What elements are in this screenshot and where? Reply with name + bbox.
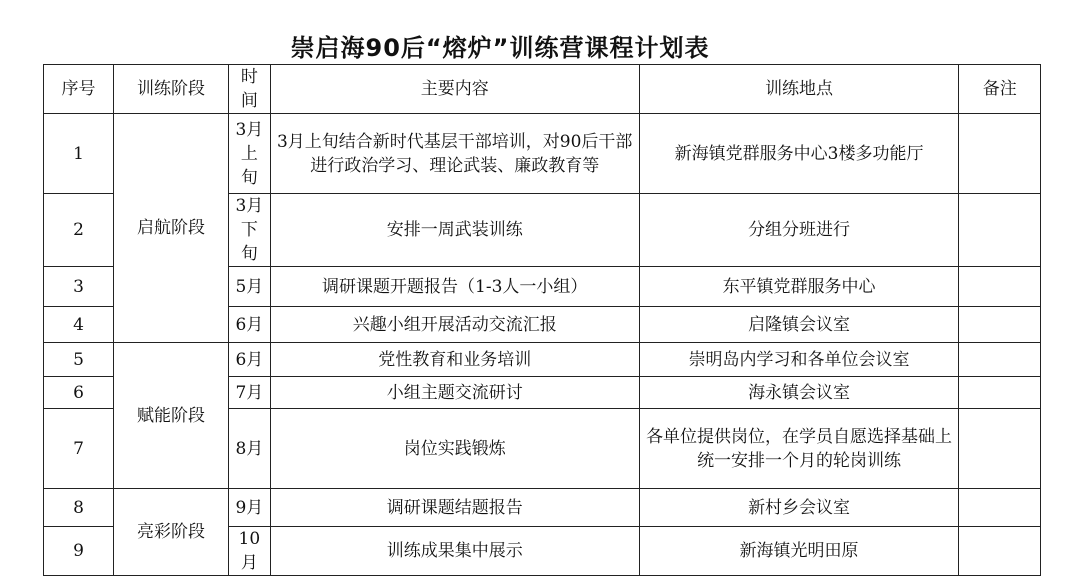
row-no: 3 bbox=[44, 267, 114, 307]
row-time: 6月 bbox=[228, 343, 270, 377]
row-place: 分组分班进行 bbox=[639, 194, 959, 267]
header-stage: 训练阶段 bbox=[114, 65, 229, 114]
row-content: 党性教育和业务培训 bbox=[270, 343, 639, 377]
header-place: 训练地点 bbox=[639, 65, 959, 114]
row-no: 9 bbox=[44, 527, 114, 576]
row-place: 海永镇会议室 bbox=[639, 377, 959, 409]
header-time: 时间 bbox=[228, 65, 270, 114]
row-note bbox=[959, 114, 1041, 194]
header-row bbox=[44, 65, 1041, 114]
row-no: 8 bbox=[44, 489, 114, 527]
row-place: 启隆镇会议室 bbox=[639, 307, 959, 343]
row-content: 3月上旬结合新时代基层干部培训，对90后干部进行政治学习、理论武装、廉政教育等 bbox=[270, 114, 639, 194]
row-note bbox=[959, 489, 1041, 527]
row-content: 小组主题交流研讨 bbox=[270, 377, 639, 409]
row-place: 各单位提供岗位，在学员自愿选择基础上统一安排一个月的轮岗训练 bbox=[639, 409, 959, 489]
row-content: 岗位实践锻炼 bbox=[270, 409, 639, 489]
row-place: 崇明岛内学习和各单位会议室 bbox=[639, 343, 959, 377]
row-no: 6 bbox=[44, 377, 114, 409]
row-time: 10月 bbox=[228, 527, 270, 576]
page-title: 崇启海90后“熔炉”训练营课程计划表 bbox=[290, 34, 710, 62]
row-time: 5月 bbox=[228, 267, 270, 307]
stage-cell: 赋能阶段 bbox=[114, 343, 229, 489]
row-no: 7 bbox=[44, 409, 114, 489]
stage-cell: 亮彩阶段 bbox=[114, 489, 229, 576]
row-note bbox=[959, 343, 1041, 377]
row-time: 6月 bbox=[228, 307, 270, 343]
row-place: 东平镇党群服务中心 bbox=[639, 267, 959, 307]
header-content: 主要内容 bbox=[270, 65, 639, 114]
row-note bbox=[959, 377, 1041, 409]
table-row bbox=[44, 343, 1041, 377]
row-place: 新海镇党群服务中心3楼多功能厅 bbox=[639, 114, 959, 194]
row-note bbox=[959, 307, 1041, 343]
header-note: 备注 bbox=[959, 65, 1041, 114]
stage-cell: 启航阶段 bbox=[114, 114, 229, 343]
header-no: 序号 bbox=[44, 65, 114, 114]
row-time: 3月下旬 bbox=[228, 194, 270, 267]
row-content: 兴趣小组开展活动交流汇报 bbox=[270, 307, 639, 343]
row-time: 3月上旬 bbox=[228, 114, 270, 194]
row-content: 训练成果集中展示 bbox=[270, 527, 639, 576]
row-content: 调研课题开题报告（1-3人一小组） bbox=[270, 267, 639, 307]
row-place: 新海镇光明田原 bbox=[639, 527, 959, 576]
row-time: 8月 bbox=[228, 409, 270, 489]
row-place: 新村乡会议室 bbox=[639, 489, 959, 527]
row-no: 2 bbox=[44, 194, 114, 267]
course-plan-table bbox=[43, 64, 1041, 576]
table-row bbox=[44, 114, 1041, 194]
row-note bbox=[959, 409, 1041, 489]
row-content: 调研课题结题报告 bbox=[270, 489, 639, 527]
row-time: 7月 bbox=[228, 377, 270, 409]
row-no: 1 bbox=[44, 114, 114, 194]
row-no: 4 bbox=[44, 307, 114, 343]
row-content: 安排一周武装训练 bbox=[270, 194, 639, 267]
row-note bbox=[959, 267, 1041, 307]
row-note bbox=[959, 194, 1041, 267]
row-time: 9月 bbox=[228, 489, 270, 527]
row-note bbox=[959, 527, 1041, 576]
table-row bbox=[44, 489, 1041, 527]
row-no: 5 bbox=[44, 343, 114, 377]
